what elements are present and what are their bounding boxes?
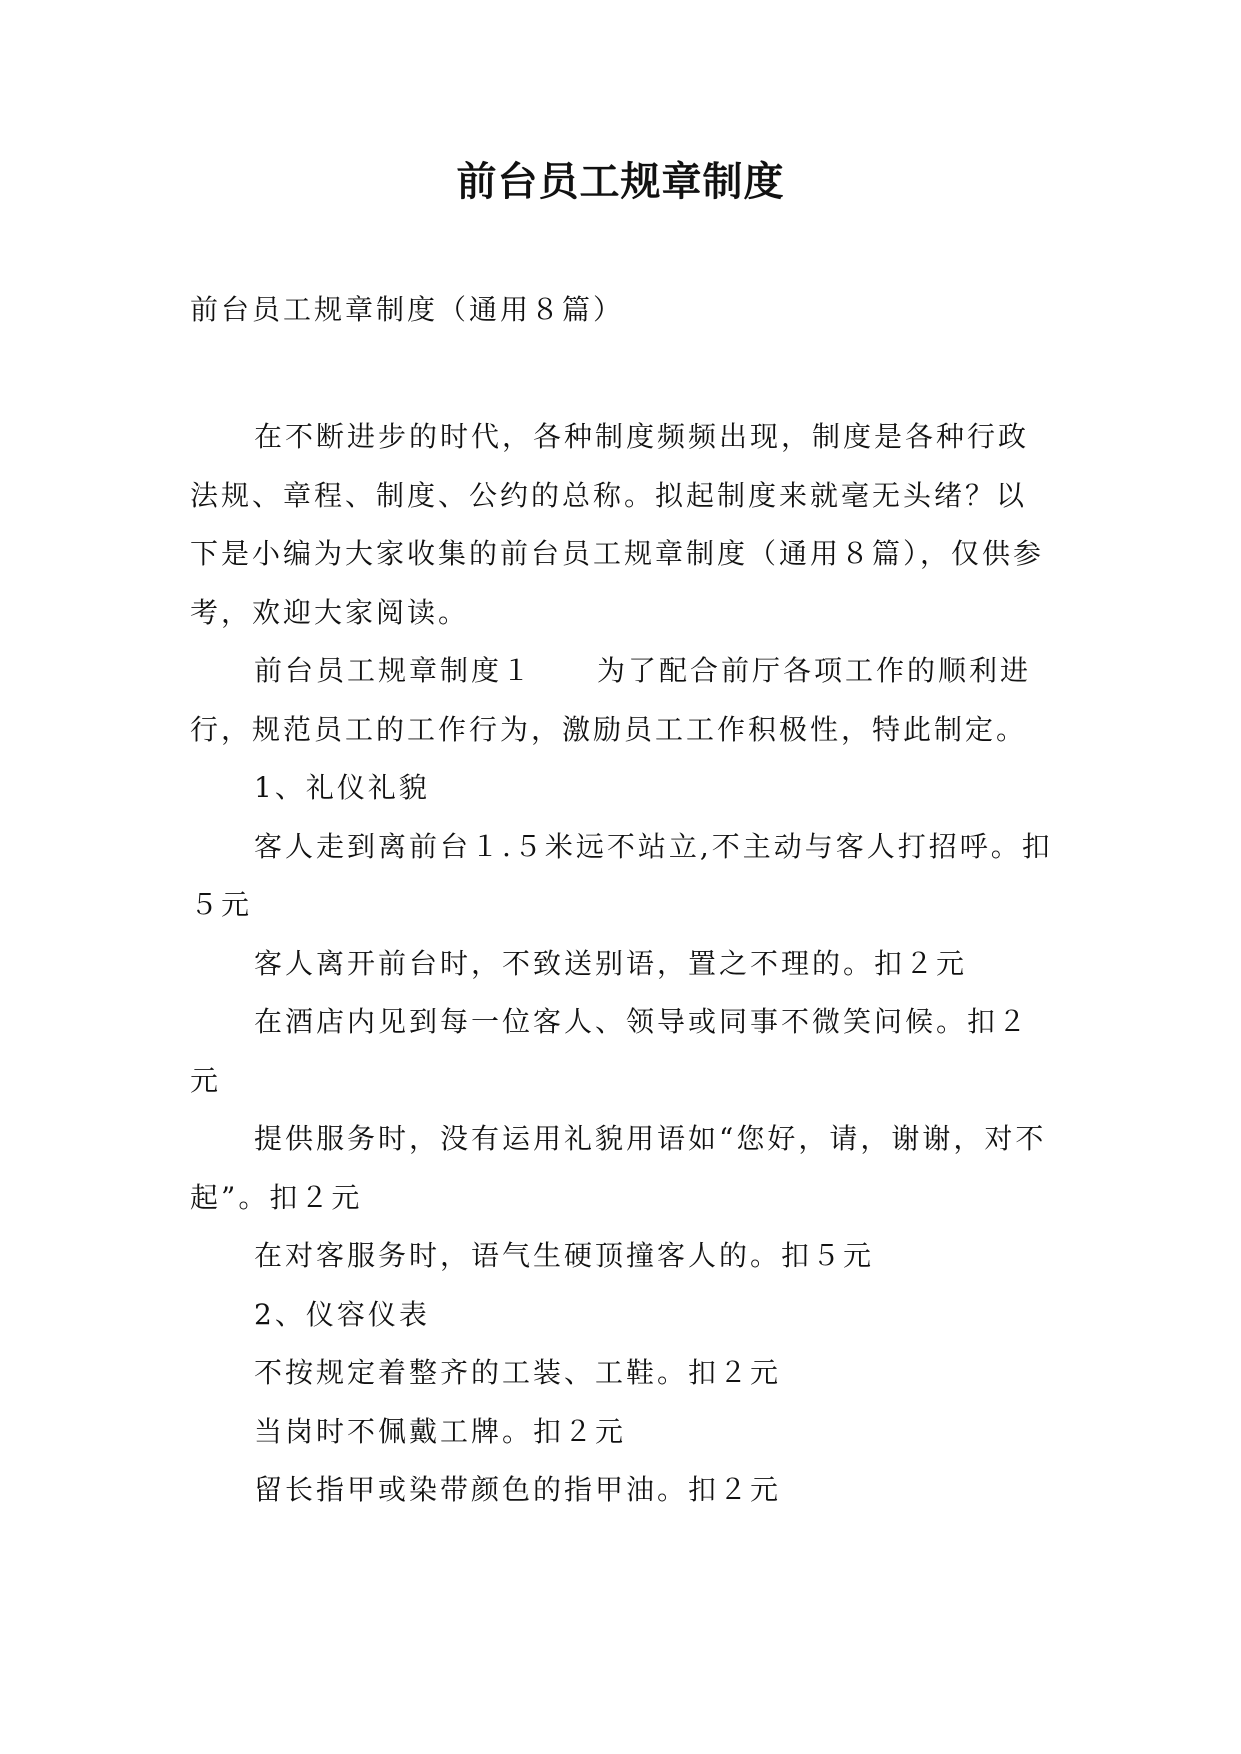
rule-item: 不按规定着整齐的工装、工鞋。扣２元 <box>254 1356 782 1389</box>
rule-item: 提供服务时，没有运用礼貌用语如“您好，请，谢谢，对不起”。扣２元 <box>190 1122 1047 1214</box>
rule-item: 留长指甲或染带颜色的指甲油。扣２元 <box>254 1473 782 1506</box>
rule-item: 客人离开前台时，不致送别语，置之不理的。扣２元 <box>254 946 968 980</box>
rule-item: 在对客服务时，语气生硬顶撞客人的。扣５元 <box>254 1239 875 1272</box>
document-body <box>190 408 1056 1520</box>
section-1-text: 为了配合前厅各项工作的顺利进行，规范员工的工作行为，激励员工工作积极性，特此制定。 <box>190 654 1032 746</box>
document-subtitle: 前台员工规章制度（通用８篇） <box>190 293 625 326</box>
document-title: 前台员工规章制度 <box>456 159 785 205</box>
rule-item: 当岗时不佩戴工牌。扣２元 <box>254 1414 627 1448</box>
section-1-heading: 前台员工规章制度１ <box>254 654 534 687</box>
rule-item: 客人走到离前台１.５米远不站立,不主动与客人打招呼。扣５元 <box>190 829 1053 921</box>
heading-appearance: 2、仪容仪表 <box>254 1297 430 1331</box>
rule-item: 在酒店内见到每一位客人、领导或同事不微笑问候。扣２元 <box>190 1005 1030 1097</box>
section-1-paragraph <box>190 642 1056 759</box>
intro-paragraph: 在不断进步的时代，各种制度频频出现，制度是各种行政法规、章程、制度、公约的总称。拟起制度来就毫无头绪？以下是小编为大家收集的前台员工规章制度（通用８篇），仅供参考，欢迎大家阅读。 <box>190 420 1045 629</box>
heading-etiquette: 1、礼仪礼貌 <box>254 771 430 804</box>
